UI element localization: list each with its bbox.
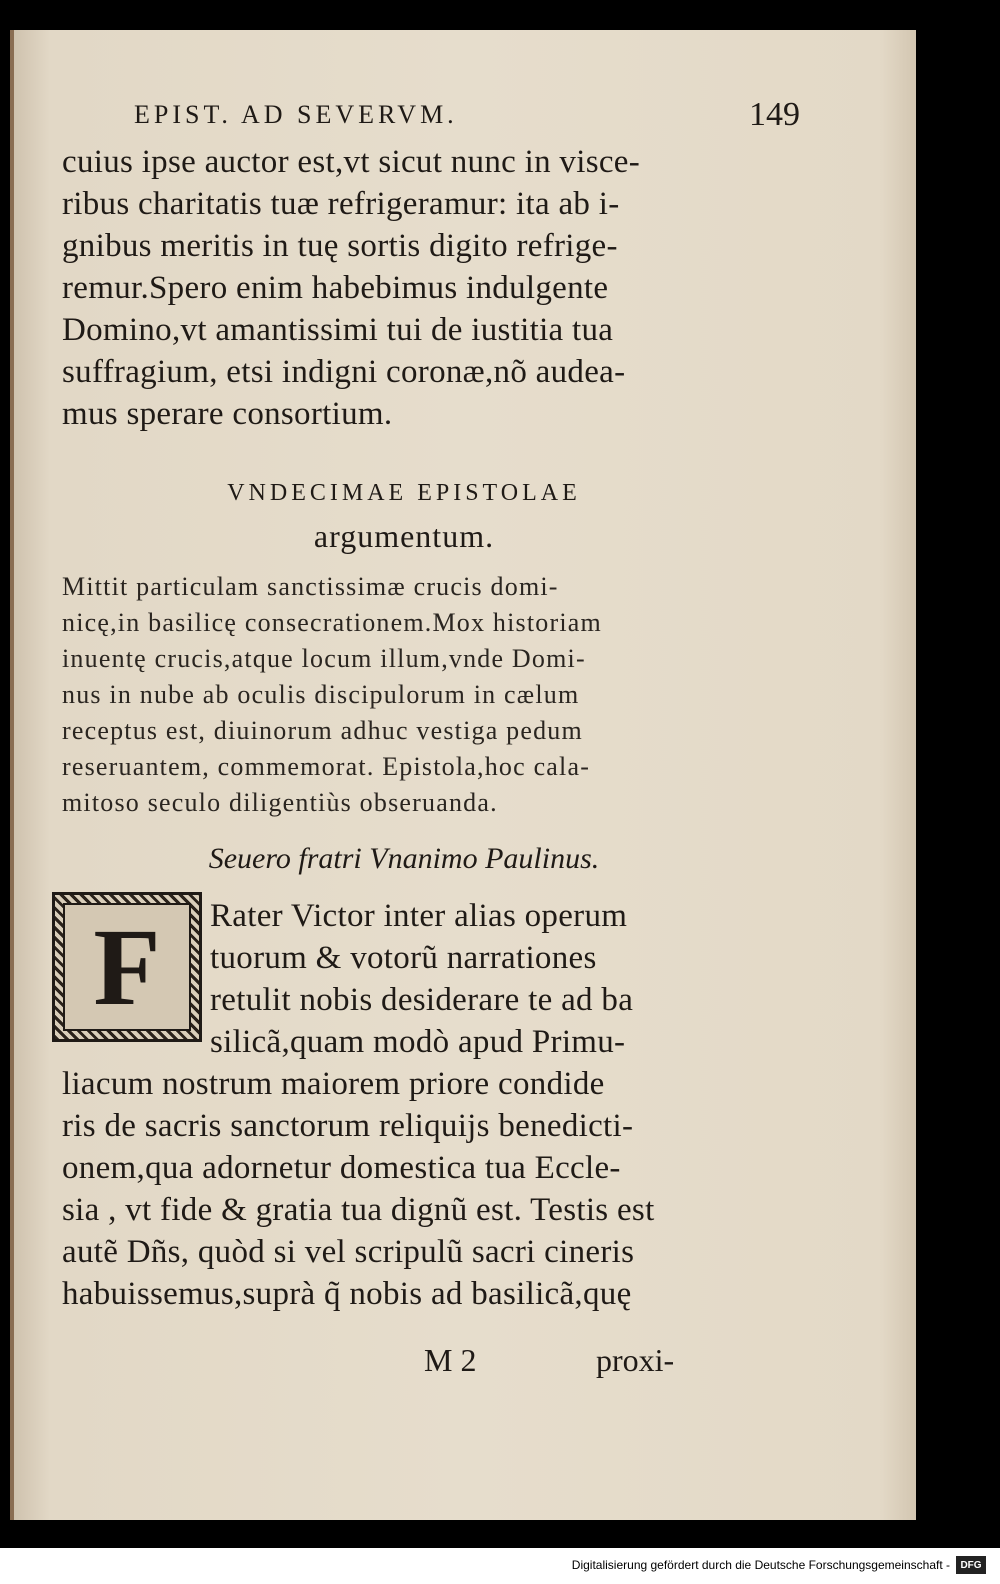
running-title: EPIST. AD SEVERVM. — [134, 100, 458, 129]
text-line: mus sperare consortium. — [62, 396, 393, 432]
text-line: liacum nostrum maiorem priore condide — [62, 1066, 605, 1102]
argument-line: nus in nube ab oculis discipulorum in cælum — [62, 680, 580, 709]
text-line: ribus charitatis tuæ refrigeramur: ita ab i- — [62, 186, 620, 222]
text-line: suffragium, etsi indigni coronæ,nõ audea- — [62, 354, 626, 390]
text-line: habuissemus,suprà q̃ nobis ad basilicã,quę — [62, 1276, 632, 1312]
dfg-logo-icon: DFG — [956, 1556, 986, 1574]
footer-bar — [0, 1548, 1000, 1584]
argument-line: mitoso seculo diligentiùs obseruanda. — [62, 788, 498, 817]
text-line: ris de sacris sanctorum reliquijs benedicti- — [62, 1108, 634, 1144]
text-line: retulit nobis desiderare te ad ba — [210, 982, 634, 1018]
salutation: Seuero fratri Vnanimo Paulinus. — [208, 842, 600, 875]
argument-line: receptus est, diuinorum adhuc vestiga pedum — [62, 716, 583, 745]
argument-line: inuentę crucis,atque locum illum,vnde Domi- — [62, 644, 586, 673]
argument-line: reseruantem, commemorat. Epistola,hoc cala- — [62, 752, 591, 781]
text-line: tuorum & votorũ narrationes — [210, 940, 597, 976]
text-line: cuius ipse auctor est,vt sicut nunc in visce- — [62, 144, 641, 180]
decorated-initial — [52, 892, 202, 1042]
argument-line: Mittit particulam sanctissimæ crucis domi- — [62, 572, 559, 601]
running-header — [134, 96, 800, 133]
catchword: proxi- — [596, 1342, 675, 1378]
signature-mark: M 2 — [424, 1342, 477, 1378]
footer-credit: Digitalisierung gefördert durch die Deutsche Forschungsgemeinschaft - — [571, 1558, 950, 1572]
text-line: Rater Victor inter alias operum — [210, 898, 628, 934]
text-line: remur.Spero enim habebimus indulgente — [62, 270, 609, 306]
argument-line: nicę,in basilicę consecrationem.Mox historiam — [62, 608, 602, 637]
section-title: VNDECIMAE EPISTOLAE — [227, 480, 581, 506]
section-subtitle: argumentum. — [313, 518, 495, 554]
text-line: gnibus meritis in tuę sortis digito refrige- — [62, 228, 618, 264]
text-line: sia , vt fide & gratia tua dignũ est. Testis est — [62, 1192, 655, 1228]
text-line: Domino,vt amantissimi tui de iustitia tua — [62, 312, 614, 348]
text-line: onem,qua adornetur domestica tua Eccle- — [62, 1150, 621, 1186]
book-page — [10, 30, 916, 1520]
text-line: autẽ Dñs, quòd si vel scripulũ sacri cineris — [62, 1234, 635, 1270]
text-line: silicã,quam modò apud Primu- — [210, 1024, 626, 1060]
initial-letter: F — [63, 903, 191, 1031]
page-number: 149 — [749, 96, 800, 133]
